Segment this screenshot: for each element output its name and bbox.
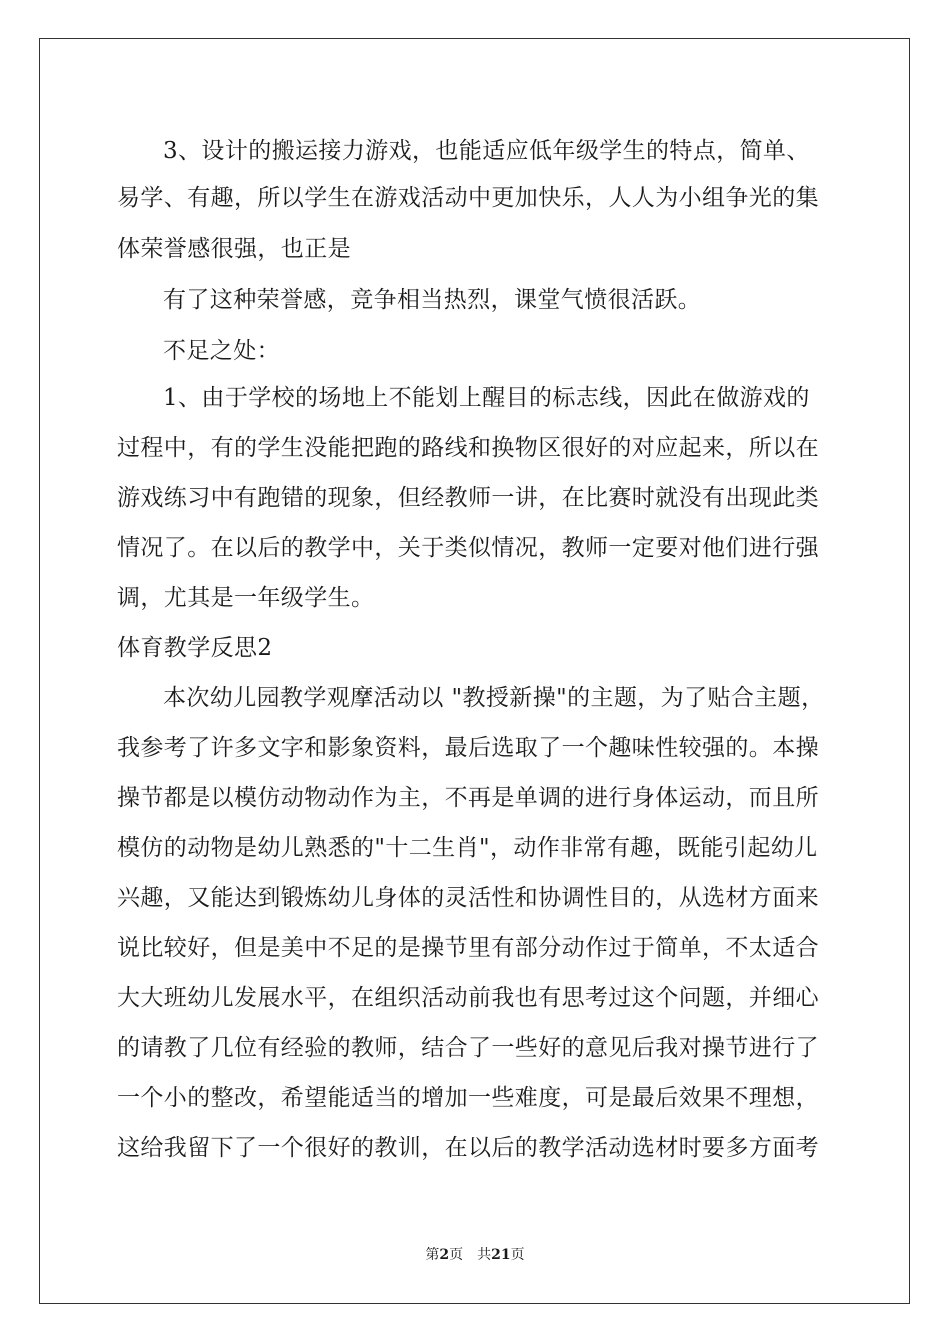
- paragraph-line: 操节都是以模仿动物动作为主，不再是单调的进行身体运动，而且所: [117, 785, 819, 811]
- paragraph-line: 这给我留下了一个很好的教训，在以后的教学活动选材时要多方面考: [117, 1135, 819, 1161]
- total-pages-number: 21: [491, 1247, 511, 1263]
- total-unit: 页: [510, 1247, 525, 1263]
- paragraph-line: 易学、有趣，所以学生在游戏活动中更加快乐，人人为小组争光的集: [117, 185, 819, 211]
- paragraph-line: 调，尤其是一年级学生。: [117, 585, 375, 611]
- paragraph-line: 1、由于学校的场地上不能划上醒目的标志线，因此在做游戏的: [163, 385, 810, 411]
- paragraph-line: 说比较好，但是美中不足的是操节里有部分动作过于简单，不太适合: [117, 935, 819, 961]
- section-heading: 体育教学反思2: [117, 635, 273, 661]
- paragraph-line: 体荣誉感很强，也正是: [117, 236, 351, 262]
- current-page-number: 2: [439, 1247, 450, 1263]
- paragraph-line: 本次幼儿园教学观摩活动以 "教授新操"的主题，为了贴合主题，: [163, 685, 825, 711]
- page-prefix: 第: [425, 1247, 440, 1263]
- page-footer: [0, 1246, 950, 1264]
- paragraph-line: 模仿的动物是幼儿熟悉的"十二生肖"，动作非常有趣，既能引起幼儿: [117, 835, 818, 861]
- paragraph-line: 的请教了几位有经验的教师，结合了一些好的意见后我对操节进行了: [117, 1035, 819, 1061]
- paragraph-line: 有了这种荣誉感，竞争相当热烈，课堂气愤很活跃。: [163, 287, 702, 313]
- paragraph-line: 过程中，有的学生没能把跑的路线和换物区很好的对应起来，所以在: [117, 435, 819, 461]
- paragraph-line: 不足之处：: [163, 338, 280, 364]
- page-border: [39, 38, 910, 1304]
- paragraph-line: 一个小的整改，希望能适当的增加一些难度，可是最后效果不理想，: [117, 1085, 819, 1111]
- paragraph-line: 游戏练习中有跑错的现象，但经教师一讲，在比赛时就没有出现此类: [117, 485, 819, 511]
- paragraph-line: 大大班幼儿发展水平，在组织活动前我也有思考过这个问题，并细心: [117, 985, 819, 1011]
- paragraph-line: 情况了。在以后的教学中，关于类似情况，教师一定要对他们进行强: [117, 535, 819, 561]
- paragraph-line: 3、设计的搬运接力游戏，也能适应低年级学生的特点，简单、: [163, 138, 810, 164]
- paragraph-line: 我参考了许多文字和影象资料，最后选取了一个趣味性较强的。本操: [117, 735, 819, 761]
- total-prefix: 共: [477, 1247, 492, 1263]
- page-unit: 页: [449, 1247, 464, 1263]
- paragraph-line: 兴趣，又能达到锻炼幼儿身体的灵活性和协调性目的，从选材方面来: [117, 885, 819, 911]
